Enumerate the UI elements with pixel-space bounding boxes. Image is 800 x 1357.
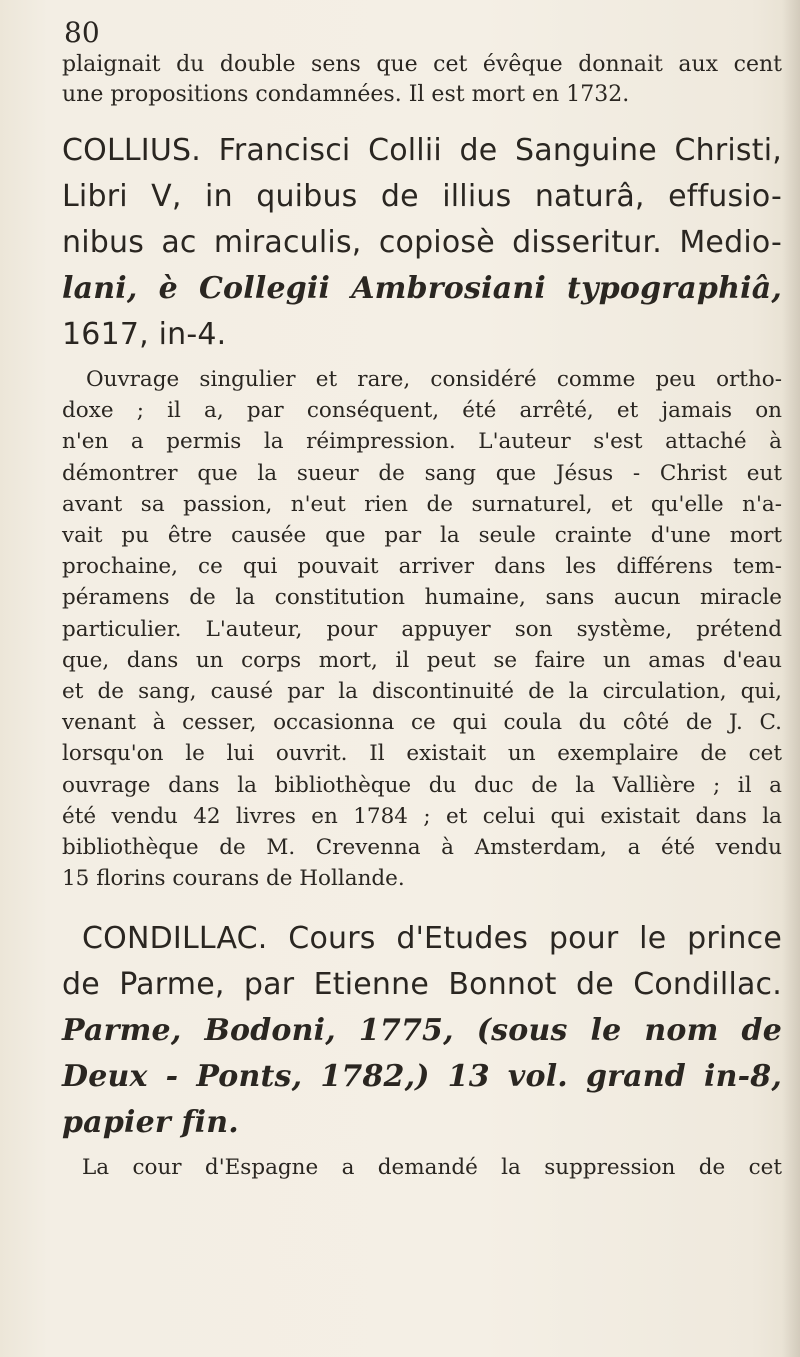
description-line: vait pu être causée que par la seule crainte d'une mort <box>62 523 782 549</box>
description-line: lorsqu'on le lui ouvrit. Il existait un exemplaire de cet <box>62 741 782 767</box>
entry-description <box>62 1152 782 1183</box>
description-line: ouvrage dans la bibliothèque du duc de la Vallière ; il a <box>62 772 782 798</box>
description-line: été vendu 42 livres en 1784 ; et celui qui existait dans la <box>62 803 782 829</box>
heading-line: COLLIUS. Francisci Collii de Sanguine Christi, <box>62 133 782 168</box>
description-line: que, dans un corps mort, il peut se faire un amas d'eau <box>62 647 782 673</box>
description-line: avant sa passion, n'eut rien de surnaturel, et qu'elle n'a- <box>62 491 782 517</box>
entry-description <box>62 364 782 894</box>
heading-line: 1617, in-4. <box>62 317 227 352</box>
page-edge-shadow <box>782 0 800 1357</box>
heading-line-imprint: papier fin. <box>62 1105 239 1141</box>
description-line: démontrer que la sueur de sang que Jésus - Christ eut <box>62 460 782 486</box>
heading-line-imprint: lani, è Collegii Ambrosiani typographiâ, <box>62 271 782 306</box>
page-content <box>62 16 782 1184</box>
description-line: 15 florins courans de Hollande. <box>62 866 405 892</box>
description-line: venant à cesser, occasionna ce qui coula du côté de J. C. <box>62 710 782 736</box>
description-line: Ouvrage singulier et rare, considéré comme peu ortho- <box>86 367 782 392</box>
heading-line: Libri V, in quibus de illius naturâ, effusio- <box>62 179 782 214</box>
continuation-line: une propositions condamnées. Il est mort en 1732. <box>62 82 630 107</box>
heading-line-imprint: Parme, Bodoni, 1775, (sous le nom de <box>62 1013 782 1049</box>
continuation-line: plaignait du double sens que cet évêque donnait aux cent <box>62 52 782 77</box>
description-line: La cour d'Espagne a demandé la suppression de cet <box>82 1155 782 1181</box>
description-line: doxe ; il a, par conséquent, été arrêté, et jamais on <box>62 398 782 424</box>
entry-heading <box>62 916 782 1146</box>
heading-line-imprint: Deux - Ponts, 1782,) 13 vol. grand in-8, <box>62 1059 782 1095</box>
description-line: péramens de la constitution humaine, sans aucun miracle <box>62 585 782 611</box>
description-line: prochaine, ce qui pouvait arriver dans les différens tem- <box>62 554 782 580</box>
entry-heading <box>62 128 782 358</box>
page-number: 80 <box>64 16 100 49</box>
heading-line: nibus ac miraculis, copiosè disseritur. Medio- <box>62 225 782 260</box>
description-line: bibliothèque de M. Crevenna à Amsterdam, a été vendu <box>62 835 782 861</box>
heading-line: CONDILLAC. Cours d'Etudes pour le prince <box>82 921 782 957</box>
description-line: n'en a permis la réimpression. L'auteur s'est attaché à <box>62 429 782 455</box>
entry-collius <box>62 128 782 894</box>
entry-condillac <box>62 916 782 1183</box>
heading-line: de Parme, par Etienne Bonnot de Condillac. <box>62 967 782 1003</box>
continuation-paragraph <box>62 50 782 110</box>
description-line: et de sang, causé par la discontinuité de la circulation, qui, <box>62 679 782 705</box>
description-line: particulier. L'auteur, pour appuyer son système, prétend <box>62 616 782 642</box>
